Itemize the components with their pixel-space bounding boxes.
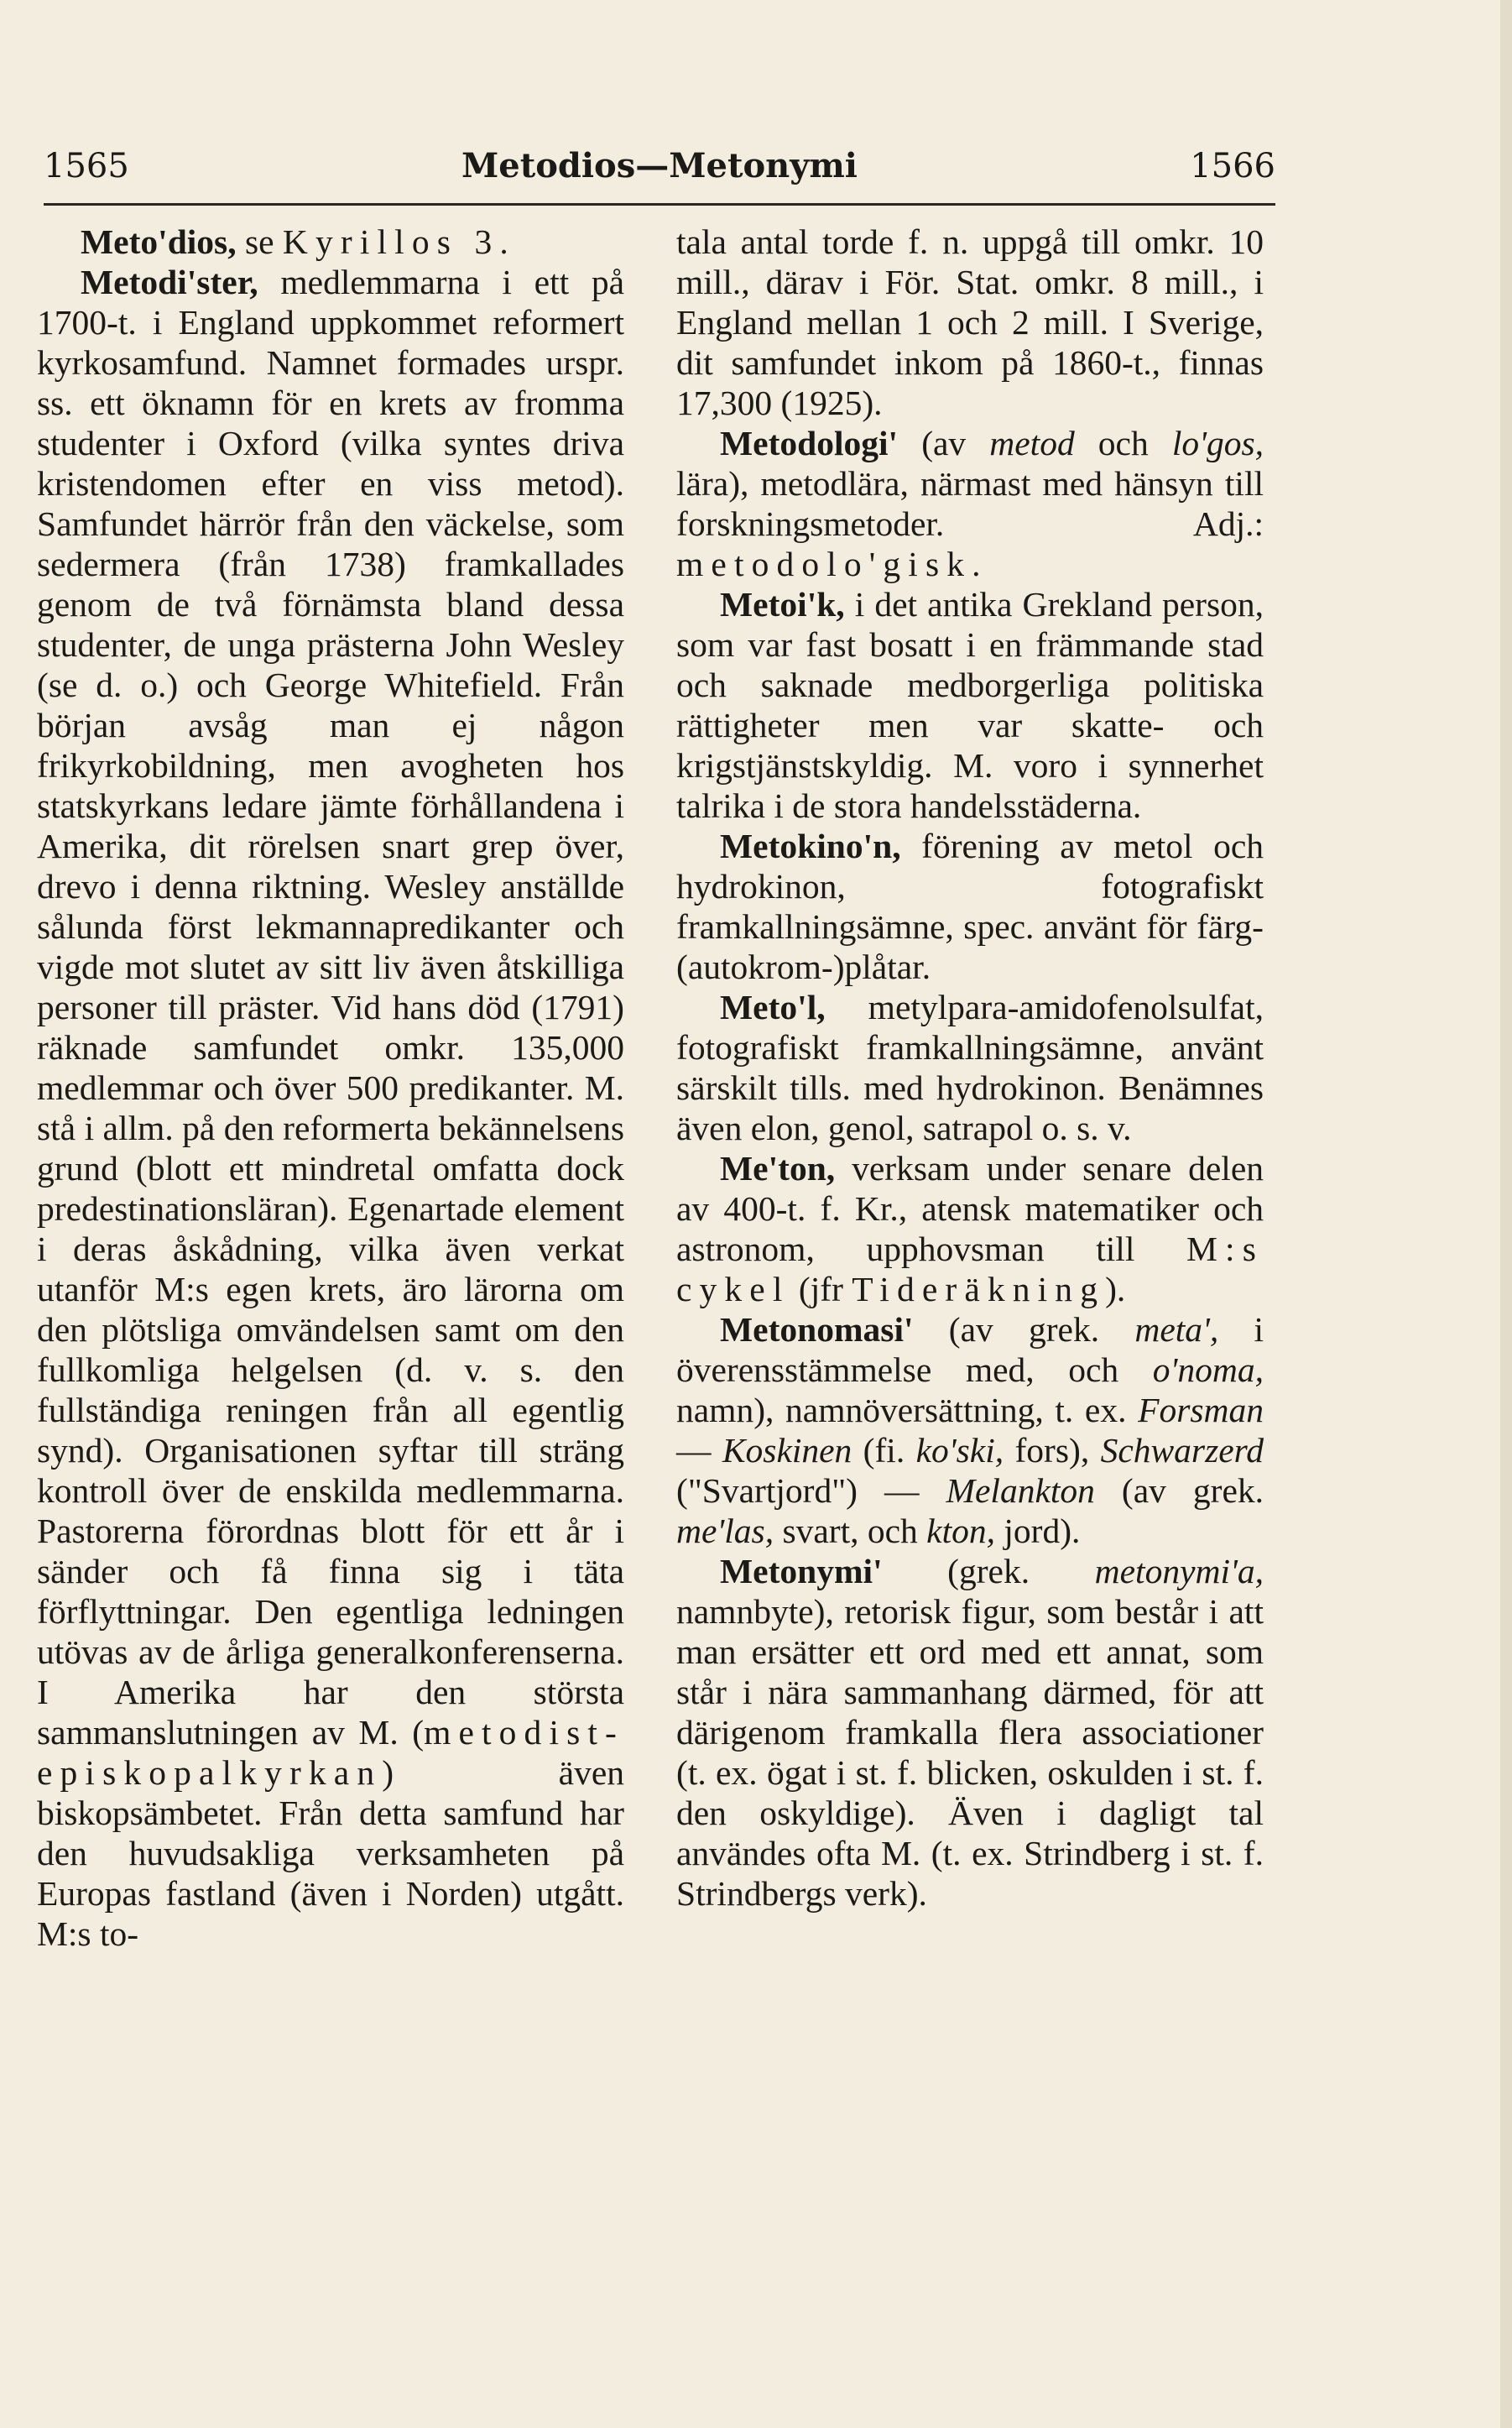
spaced-term: metodist-episkopalkyrkan — [37, 1713, 624, 1792]
entry-metodister-continued: tala antal torde f. n. uppgå till omkr. 10 mill., därav i För. Stat. omkr. 8 mill., i England mellan 1 och 2 mill. I Sverige, dit samfundet inkom på 1860-t., finnas 17,300 (1925). — [676, 222, 1264, 422]
entry-text: ) även biskopsämbetet. Från detta samfund har den huvudsakliga verksamheten på Europas fastland (även i Norden) utgått. M:s to- — [37, 1753, 624, 1953]
headword: Me'ton, — [720, 1149, 836, 1188]
headword: Meto'l, — [720, 988, 826, 1026]
page-number-right: 1566 — [1190, 147, 1275, 185]
page-header — [44, 141, 1275, 191]
headword: Meto'dios, — [81, 222, 237, 261]
entry-meton: Me'ton, verksam under senare delen av 400-t. f. Kr., atensk matematiker och astronom, upphovsman till M:s cykel (jfr Tideräkning). — [676, 1149, 1264, 1308]
running-title: Metodios—Metonymi — [461, 146, 858, 185]
page-edge — [1500, 0, 1512, 2428]
spaced-term: metodolo'gisk — [676, 545, 972, 583]
entry-metokinon: Metokino'n, förening av metol och hydrokinon, fotografiskt framkallningsämne, spec. använt för färg-(autokrom-)plåtar. — [676, 827, 1264, 986]
right-column — [676, 222, 1264, 1914]
left-column — [37, 222, 624, 1954]
headword: Metoi'k, — [720, 585, 845, 624]
spaced-term: M:s cykel — [676, 1230, 1264, 1308]
entry-metoik: Metoi'k, i det antika Grekland person, som var fast bosatt i en främmande stad och saknade medborgerliga politiska rättigheter men var skatte- och krigstjänstskyldig. M. voro i synnerhet talrika i de stora handelsstäderna. — [676, 585, 1264, 825]
spaced-term: Tideräkning — [852, 1270, 1106, 1308]
cross-reference: Kyrillos 3 — [282, 222, 500, 261]
page-number-left: 1565 — [44, 147, 129, 185]
headword: Metonymi' — [720, 1552, 883, 1590]
headword: Metokino'n, — [720, 827, 901, 865]
entry-metonymi: Metonymi' (grek. metonymi'a, namnbyte), retorisk figur, som består i att man ersätter ett ord med ett annat, som står i nära sammanhang därmed, för att därigenom framkalla flera associationer (t. ex. ögat i st. f. blicken, oskulden i st. f. den oskyldige). Även i dagligt tal användes ofta M. (t. ex. Strindberg i st. f. Strindbergs verk). — [676, 1552, 1264, 1913]
header-rule — [44, 203, 1275, 206]
entry-metol: Meto'l, metylpara-amidofenolsulfat, fotografiskt framkallningsämne, använt särskilt tills. med hydrokinon. Benämnes även elon, genol, satrapol o. s. v. — [676, 988, 1264, 1147]
entry-metodister — [37, 262, 624, 1954]
entry-metodologi: Metodologi' (av metod och lo'gos, lära), metodlära, närmast med hänsyn till forskningsmetoder. Adj.: metodolo'gisk. — [676, 424, 1264, 583]
entry-metonomasi: Metonomasi' (av grek. meta', i överensstämmelse med, och o'noma, namn), namnöversättning, t. ex. Forsman — Koskinen (fi. ko'ski, fors), Schwarzerd ("Svartjord") — Melankton (av grek. me'las, svart, och kton, jord). — [676, 1310, 1264, 1550]
headword: Metodologi' — [720, 424, 899, 462]
entry-text: medlemmarna i ett på 1700-t. i England uppkommet reformert kyrkosamfund. Namnet formades urspr. ss. ett öknamn för en krets av fromma studenter i Oxford (vilka syntes driva kristendomen efter en viss metod). Samfundet härrör från den väckelse, som sedermera (från 1738) framkallades genom de två förnämsta bland dessa studenter, de unga prästerna John Wesley (se d. o.) och George Whitefield. Från början avsåg man ej någon frikyrkobildning, men avogheten hos statskyrkans ledare jämte förhållandena i Amerika, dit rörelsen snart grep över, drevo i denna riktning. Wesley anställde sålunda först lekmannapredikanter och vigde mot slutet av sitt liv även åtskilliga personer till präster. Vid hans död (1791) räknade samfundet omkr. 135,000 medlemmar och över 500 predikanter. M. stå i allm. på den reformerta bekännelsens grund (blott ett mindretal omfatta dock predestinationsläran). Egenartade element i deras åskådning, vilka även verkat utanför M:s egen krets, äro lärorna om den plötsliga omvändelsen samt om den fullkomliga helgelsen (d. v. s. den fullständiga reningen från all egentlig synd). Organisationen syftar till sträng kontroll över de enskilda medlemmarna. Pastorerna förordnas blott för ett år i sänder och få finna sig i täta förflyttningar. Den egentliga ledningen utövas av de årliga generalkonferenserna. I Amerika har den största sammanslutningen av M. ( — [37, 263, 624, 1752]
headword: Metonomasi' — [720, 1310, 914, 1349]
headword: Metodi'ster, — [81, 263, 258, 301]
entry-metodios: Meto'dios, se Kyrillos 3. — [81, 222, 508, 261]
